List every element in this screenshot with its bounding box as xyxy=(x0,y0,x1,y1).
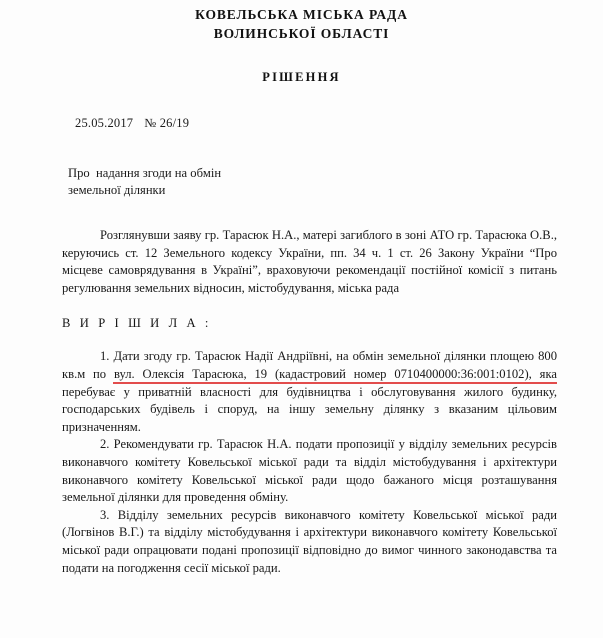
document-number: № 26/19 xyxy=(144,116,190,130)
clause-item-1: 1. Дати згоду гр. Тарасюк Надії Андріївні, на обмін земельної ділянки площею 800 кв.м по вул. Олексія Тарасюка, 19 (кадастровий номер 0710400000:36:001:0102), яка перебуває у приватній власності для будівництва і обслуговування жилого будинку, господарських будівель і споруд, на іншу земельну ділянку з вказаним цільовим призначенням. xyxy=(62,349,557,434)
subject-line-1: Про надання згоди на обмін xyxy=(68,166,222,180)
document-subject xyxy=(0,165,603,199)
preamble-block xyxy=(0,227,603,297)
date-and-number-line xyxy=(0,116,603,131)
resolved-label: В И Р І Ш И Л А : xyxy=(62,316,212,331)
subject-line-2: земельної ділянки xyxy=(68,183,166,197)
red-underline-annotation xyxy=(113,382,557,384)
document-date: 25.05.2017 xyxy=(75,116,134,130)
organization-name-line1: КОВЕЛЬСЬКА МІСЬКА РАДА xyxy=(195,7,408,22)
clause-item-3: 3. Відділу земельних ресурсів виконавчого комітету Ковельської міської ради (Логвінов В.Г.) та відділу містобудування і архітектури виконавчого комітету Ковельської міської ради опрацювати подані пропозиції відповідно до вимог чинного законодавства та подати на погодження сесії міської ради. xyxy=(62,507,557,575)
organization-header xyxy=(0,0,603,43)
organization-name-line2: ВОЛИНСЬКОЇ ОБЛАСТІ xyxy=(213,26,390,41)
preamble-paragraph: Розглянувши заяву гр. Тарасюк Н.А., матері загиблого в зоні АТО гр. Тарасюка О.В., керуючись ст. 12 Земельного кодексу України, пп. 34 ч. 1 ст. 26 Закону України “Про місцеве самоврядування в Україні”, враховуючи рекомендації постійної комісії з питань регулювання земельних відносин, містобудування, міська рада xyxy=(62,228,557,295)
document-title: РІШЕННЯ xyxy=(262,70,341,84)
clause-item-2: 2. Рекомендувати гр. Тарасюк Н.А. подати пропозиції у відділу земельних ресурсів виконавчого комітету Ковельської міської ради та відділ містобудування і архітектури виконавчого комітету Ковельської міської ради щодо бажаного місця розташування земельної ділянки для проведення обміну. xyxy=(62,437,557,505)
